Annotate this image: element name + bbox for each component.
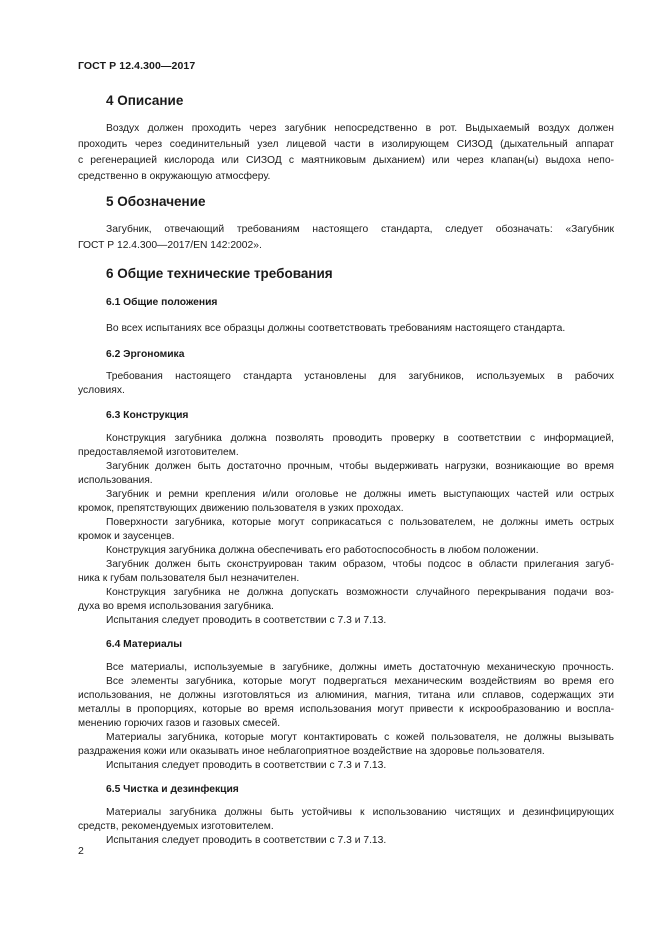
s4-line-1: Воздух должен проходить через загубник непосредственно в рот. Выдыхаемый воздух должен: [106, 123, 614, 134]
section-6-title: 6 Общие технические требования: [106, 266, 333, 281]
document-header: ГОСТ Р 12.4.300—2017: [78, 60, 196, 72]
s65-line-2: средств, рекомендуемых изготовителем.: [78, 821, 274, 832]
s4-line-4: средственно в окружающую атмосферу.: [78, 171, 271, 182]
s63-line-5: Загубник и ремни крепления и/или оголовье не должны иметь выступающих частей или острых: [106, 489, 614, 500]
section-6-4-title: 6.4 Материалы: [106, 639, 183, 650]
s64-line-3: использования, не должны изготовляться из алюминия, магния, титана или сплавов, содержащих эти: [78, 690, 614, 701]
page-number: 2: [78, 845, 84, 857]
s63-line-4: использования.: [78, 475, 153, 486]
section-6-3-title: 6.3 Конструкция: [106, 410, 189, 421]
s61-line-1: Во всех испытаниях все образцы должны соответствовать требованиям настоящего стандарта.: [106, 323, 566, 334]
s65-line-1: Материалы загубника должны быть устойчивы к использованию чистящих и дезинфицирующих: [106, 807, 614, 818]
s64-line-2: Все элементы загубника, которые могут подвергаться механическим воздействиям во время его: [106, 676, 614, 687]
s63-line-2: предоставляемой изготовителем.: [78, 447, 239, 458]
s64-line-6: Материалы загубника, которые могут контактировать с кожей пользователя, не должны вызывать: [106, 732, 614, 743]
s63-line-1: Конструкция загубника должна позволять проводить проверку в соответствии с информацией,: [106, 433, 614, 444]
s64-line-5: менению горючих газов и газовых смесей.: [78, 718, 281, 729]
s64-line-7: раздражения кожи или оказывать иное неблагоприятное воздействие на здоровье пользователя.: [78, 746, 545, 757]
s4-line-2: проходить через соединительный узел лицевой части в изолирующем СИЗОД (дыхательный аппарат: [78, 139, 614, 150]
s64-line-8: Испытания следует проводить в соответствии с 7.3 и 7.13.: [106, 760, 387, 771]
section-5-title: 5 Обозначение: [106, 194, 206, 209]
s63-line-3: Загубник должен быть достаточно прочным, чтобы выдерживать нагрузки, возникающие во время: [106, 461, 614, 472]
s62-line-1: Требования настоящего стандарта установлены для загубников, используемых в рабочих: [106, 371, 614, 382]
s64-line-4: металлы в пропорциях, которые во время использования могут привести к искрообразованию и воспла-: [78, 704, 614, 715]
s63-line-9: Конструкция загубника должна обеспечивать его работоспособность в любом положении.: [106, 545, 539, 556]
s63-line-12: Конструкция загубника не должна допускать возможности случайного перекрывания подачи воз-: [106, 587, 614, 598]
section-6-1-title: 6.1 Общие положения: [106, 297, 218, 308]
s64-line-1: Все материалы, используемые в загубнике, должны иметь достаточную механическую прочность.: [106, 662, 614, 673]
section-6-5-title: 6.5 Чистка и дезинфекция: [106, 784, 239, 795]
s63-line-6: кромок, препятствующих движению пользователя в узких проходах.: [78, 503, 404, 514]
s63-line-11: ника к губам пользователя был незначителен.: [78, 573, 300, 584]
s63-line-13: духа во время использования загубника.: [78, 601, 274, 612]
section-4-title: 4 Описание: [106, 93, 184, 108]
s5-line-2: ГОСТ Р 12.4.300—2017/EN 142:2002».: [78, 240, 262, 251]
s5-line-1: Загубник, отвечающий требованиям настоящего стандарта, следует обозначать: «Загубник: [106, 224, 614, 235]
s63-line-7: Поверхности загубника, которые могут соприкасаться с пользователем, не должны иметь острых: [106, 517, 614, 528]
s62-line-2: условиях.: [78, 385, 125, 396]
section-6-2-title: 6.2 Эргономика: [106, 349, 185, 360]
s63-line-14: Испытания следует проводить в соответствии с 7.3 и 7.13.: [106, 615, 387, 626]
s4-line-3: с регенерацией кислорода или СИЗОД с маятниковым дыханием) или через клапан(ы) выдоха непо-: [78, 155, 614, 166]
s65-line-3: Испытания следует проводить в соответствии с 7.3 и 7.13.: [106, 835, 387, 846]
s63-line-8: кромок и заусенцев.: [78, 531, 175, 542]
s63-line-10: Загубник должен быть сконструирован таким образом, чтобы подсос в области прилегания загуб-: [106, 559, 614, 570]
